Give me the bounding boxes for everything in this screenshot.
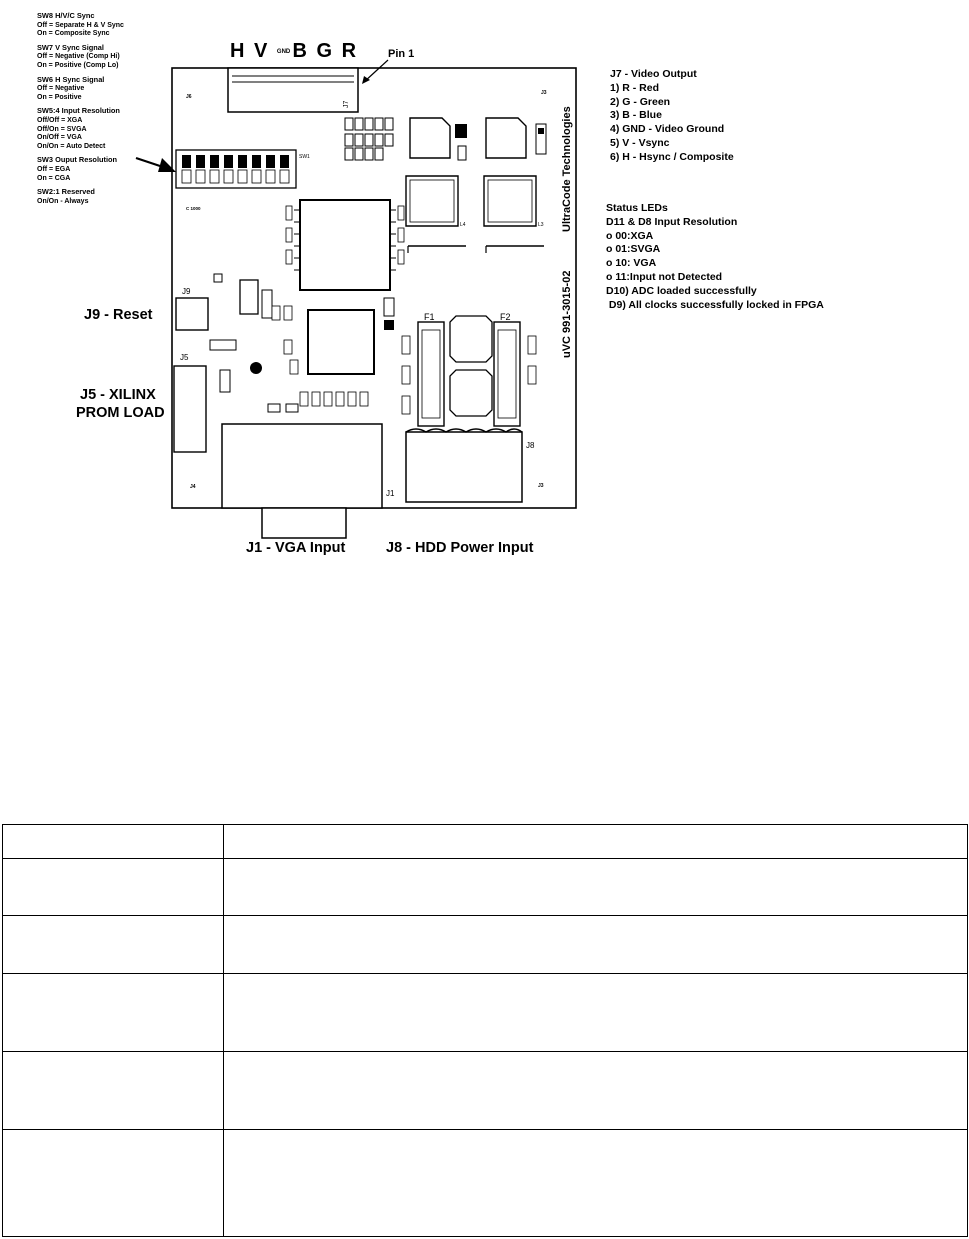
silk-l4: L4	[460, 222, 466, 228]
table-cell	[3, 1130, 224, 1237]
switch-note: SW8 H/V/C Sync Off = Separate H & V Sync On = Composite Sync	[37, 11, 124, 38]
pin-label: R	[341, 40, 359, 62]
switch-note: SW5:4 Input Resolution Off/Off = XGA Off/On = SVGA On/Off = VGA On/On = Auto Detect	[37, 106, 120, 150]
j9-label: J9 - Reset	[84, 307, 153, 323]
switch-note: SW3 Ouput Resolution Off = EGA On = CGA	[37, 155, 118, 182]
svg-text:J4: J4	[190, 484, 196, 490]
j7-legend	[610, 68, 734, 165]
table-cell	[224, 859, 968, 916]
j7-legend-item: 1) R - Red	[610, 81, 660, 94]
j8-hdd-power-connector	[406, 432, 522, 502]
table-cell	[224, 1130, 968, 1237]
j1-vga-connector	[222, 424, 382, 508]
pin-label: B	[292, 40, 309, 62]
silk-j9: J9	[182, 287, 191, 296]
table-row	[3, 916, 968, 974]
table-cell	[3, 1052, 224, 1130]
j7-legend-item: 5) V - Vsync	[610, 136, 670, 149]
j7-legend-item: 3) B - Blue	[610, 109, 662, 122]
table-cell	[3, 825, 224, 859]
status-leds-title: Status LEDs	[606, 202, 668, 214]
silk-j8: J8	[526, 441, 535, 450]
spec-table	[2, 824, 968, 1237]
pin1-label: Pin 1	[388, 48, 415, 60]
board-figure	[0, 0, 969, 580]
table-cell	[224, 916, 968, 974]
j7-legend-item: 2) G - Green	[610, 95, 671, 108]
switch-note: SW7 V Sync Signal Off = Negative (Comp Hi) On = Positive (Comp Lo)	[37, 42, 120, 69]
table-row	[3, 1130, 968, 1237]
table-cell	[224, 1052, 968, 1130]
silk-sw1: SW1	[299, 154, 310, 160]
sw1-dip-switch	[176, 150, 310, 188]
board-company-text: UltraCode Technologies	[561, 106, 573, 232]
status-leds-item: D9) All clocks successfully locked in FPGA	[606, 298, 824, 311]
status-leds-item: D11 & D8 Input Resolution	[606, 215, 738, 228]
table-cell	[224, 825, 968, 859]
table-cell	[224, 974, 968, 1052]
svg-text:J6: J6	[186, 94, 192, 100]
j9-reset-switch	[176, 298, 208, 330]
pin-label: V	[254, 40, 270, 62]
table-row	[3, 825, 968, 859]
status-leds-item: o 10: VGA	[606, 257, 657, 270]
status-leds-item: o 00:XGA	[606, 229, 654, 242]
j5-label-line: J5 - XILINX	[80, 387, 156, 403]
silk-l3: L3	[538, 222, 544, 228]
fpga-chip	[300, 200, 390, 290]
status-leds-item: D10) ADC loaded successfully	[606, 284, 757, 297]
j5-label-line: PROM LOAD	[76, 405, 165, 421]
table-cell	[3, 859, 224, 916]
j7-legend-title: J7 - Video Output	[610, 68, 697, 80]
j5-prom-connector	[174, 366, 206, 452]
j7-legend-item: 4) GND - Video Ground	[610, 123, 725, 136]
status-leds-item: o 11:Input not Detected	[606, 270, 723, 283]
table-cell	[3, 974, 224, 1052]
table-row	[3, 974, 968, 1052]
silk-j5: J5	[180, 353, 189, 362]
pin-label: H	[230, 40, 247, 62]
table-cell	[3, 916, 224, 974]
svg-text:J3: J3	[541, 90, 547, 96]
j8-label: J8 - HDD Power Input	[386, 540, 534, 556]
board-dot	[250, 362, 262, 374]
pin-label: G	[316, 40, 335, 62]
silk-j7: J7	[343, 100, 350, 108]
switch-note: SW2:1 Reserved On/On - Always	[37, 187, 95, 205]
j7-connector	[228, 68, 358, 112]
svg-text:C 1000: C 1000	[186, 206, 201, 211]
silk-j1: J1	[386, 489, 395, 498]
status-leds-item: o 01:SVGA	[606, 243, 661, 256]
j7-pin-labels	[230, 40, 358, 63]
switch-note: SW6 H Sync Signal Off = Negative On = Positive	[37, 74, 105, 101]
silk-f2: F2	[500, 312, 511, 322]
board-part-number-text: uVC 991-3015-02	[561, 270, 573, 358]
table-row	[3, 859, 968, 916]
svg-text:J3: J3	[538, 483, 544, 489]
table-row	[3, 1052, 968, 1130]
silk-f1: F1	[424, 312, 435, 322]
j1-label: J1 - VGA Input	[246, 540, 346, 556]
j7-legend-item: 6) H - Hsync / Composite	[610, 150, 734, 163]
status-leds-legend	[606, 202, 824, 312]
pin-label: GND	[276, 48, 291, 55]
j5-label	[76, 386, 165, 422]
adc-chip	[308, 310, 374, 374]
